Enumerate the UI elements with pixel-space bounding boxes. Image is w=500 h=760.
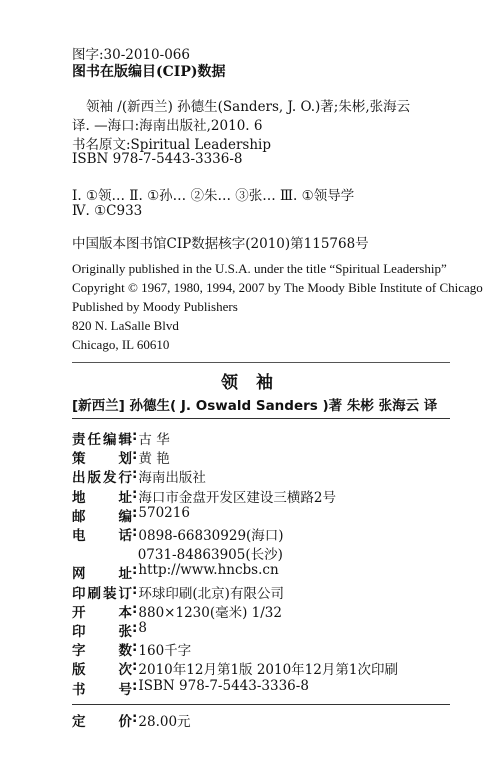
record-number: 图字:30-2010-066 — [72, 47, 190, 63]
colon: : — [132, 447, 138, 464]
english-line-2: Copyright © 1967, 1980, 1994, 2007 by The Moody Bible Institute of Chicago — [72, 280, 483, 295]
detail-value: 8 — [138, 620, 147, 636]
colon: : — [132, 524, 138, 540]
colon: : — [132, 485, 138, 502]
detail-label: 责任编辑 — [72, 432, 132, 448]
divider-middle — [72, 418, 450, 419]
colon: : — [132, 710, 138, 726]
detail-value: 2010年12月第1版 2010年12月第1次印刷 — [138, 662, 398, 679]
cip-heading: 图书在版编目(CIP)数据 — [72, 64, 226, 80]
colon: : — [132, 658, 138, 675]
book-authors: [新西兰] 孙德生( J. Oswald Sanders )著 朱彬 张海云 译 — [72, 398, 438, 414]
colon — [132, 543, 137, 563]
detail-label: 地 址 — [72, 489, 132, 506]
detail-label: 书 号 — [72, 681, 132, 698]
english-line-3: Published by Moody Publishers — [72, 299, 238, 314]
divider-top — [72, 362, 450, 363]
detail-row — [72, 447, 170, 467]
colon: : — [132, 639, 138, 656]
detail-row — [72, 524, 284, 544]
detail-value: ISBN 978-7-5443-3336-8 — [138, 677, 309, 694]
english-line-5: Chicago, IL 60610 — [72, 337, 170, 352]
detail-label: 电 话 — [72, 528, 132, 544]
detail-value[interactable]: http://www.hncbs.cn — [138, 562, 279, 579]
detail-label: 印 张 — [72, 624, 132, 640]
colon: : — [132, 600, 138, 617]
detail-label: 版 次 — [72, 662, 132, 679]
detail-label: 邮 编 — [72, 508, 132, 525]
english-line-4: 820 N. LaSalle Blvd — [72, 318, 179, 333]
detail-label: 网 址 — [72, 566, 132, 583]
price-row — [72, 710, 191, 730]
detail-row — [72, 428, 170, 448]
detail-label: 印刷装订 — [72, 585, 132, 602]
original-title: 书名原文:Spiritual Leadership — [72, 137, 271, 153]
classification-line-1: Ⅰ. ①领… Ⅱ. ①孙… ②朱… ③张… Ⅲ. ①领导学 — [72, 188, 355, 204]
detail-row — [72, 620, 147, 640]
colon: : — [132, 466, 138, 483]
detail-row — [72, 543, 283, 563]
detail-row — [72, 658, 398, 678]
detail-row — [72, 601, 282, 621]
colon: : — [132, 581, 138, 598]
detail-label: 出版发行 — [72, 470, 132, 487]
detail-row — [72, 678, 309, 698]
detail-row — [72, 582, 284, 602]
isbn-line: ISBN 978-7-5443-3336-8 — [72, 151, 243, 167]
colon: : — [132, 620, 138, 636]
detail-value: 880×1230(毫米) 1/32 — [138, 604, 282, 621]
detail-row — [72, 639, 191, 659]
colon: : — [132, 562, 138, 579]
detail-row — [72, 486, 336, 506]
detail-value: 海南出版社 — [138, 470, 206, 487]
classification-line-2: Ⅳ. ①C933 — [72, 203, 143, 219]
detail-value: 黄 艳 — [138, 451, 170, 468]
detail-label: 开 本 — [72, 604, 132, 621]
detail-row — [72, 562, 279, 582]
detail-value: 0731-84863905(长沙) — [137, 547, 283, 564]
detail-value: 古 华 — [138, 432, 170, 448]
cip-line-1: 领袖 /(新西兰) 孙德生(Sanders, J. O.)著;朱彬,张海云 — [86, 99, 411, 115]
book-title: 领 袖 — [221, 373, 279, 393]
price-label: 定 价 — [72, 714, 132, 730]
detail-value: 570216 — [138, 504, 190, 521]
detail-value: 160千字 — [138, 643, 192, 660]
detail-row — [72, 505, 190, 525]
detail-label: 策 划 — [72, 451, 132, 468]
price-value: 28.00元 — [138, 714, 191, 730]
detail-value: 海口市金盘开发区建设三横路2号 — [138, 489, 336, 506]
cip-line-2: 译. —海口:海南出版社,2010. 6 — [72, 118, 263, 134]
detail-label: 字 数 — [72, 643, 132, 660]
detail-value: 环球印刷(北京)有限公司 — [138, 585, 284, 602]
detail-value: 0898-66830929(海口) — [138, 528, 284, 544]
colon: : — [132, 677, 138, 694]
colon: : — [132, 428, 138, 444]
colon: : — [132, 504, 138, 521]
cip-data-number: 中国版本图书馆CIP数据核字(2010)第115768号 — [72, 236, 369, 252]
detail-label — [72, 543, 132, 563]
detail-row — [72, 466, 206, 486]
english-line-1: Originally published in the U.S.A. under the title “Spiritual Leadership” — [72, 261, 447, 276]
divider-bottom — [72, 704, 450, 705]
